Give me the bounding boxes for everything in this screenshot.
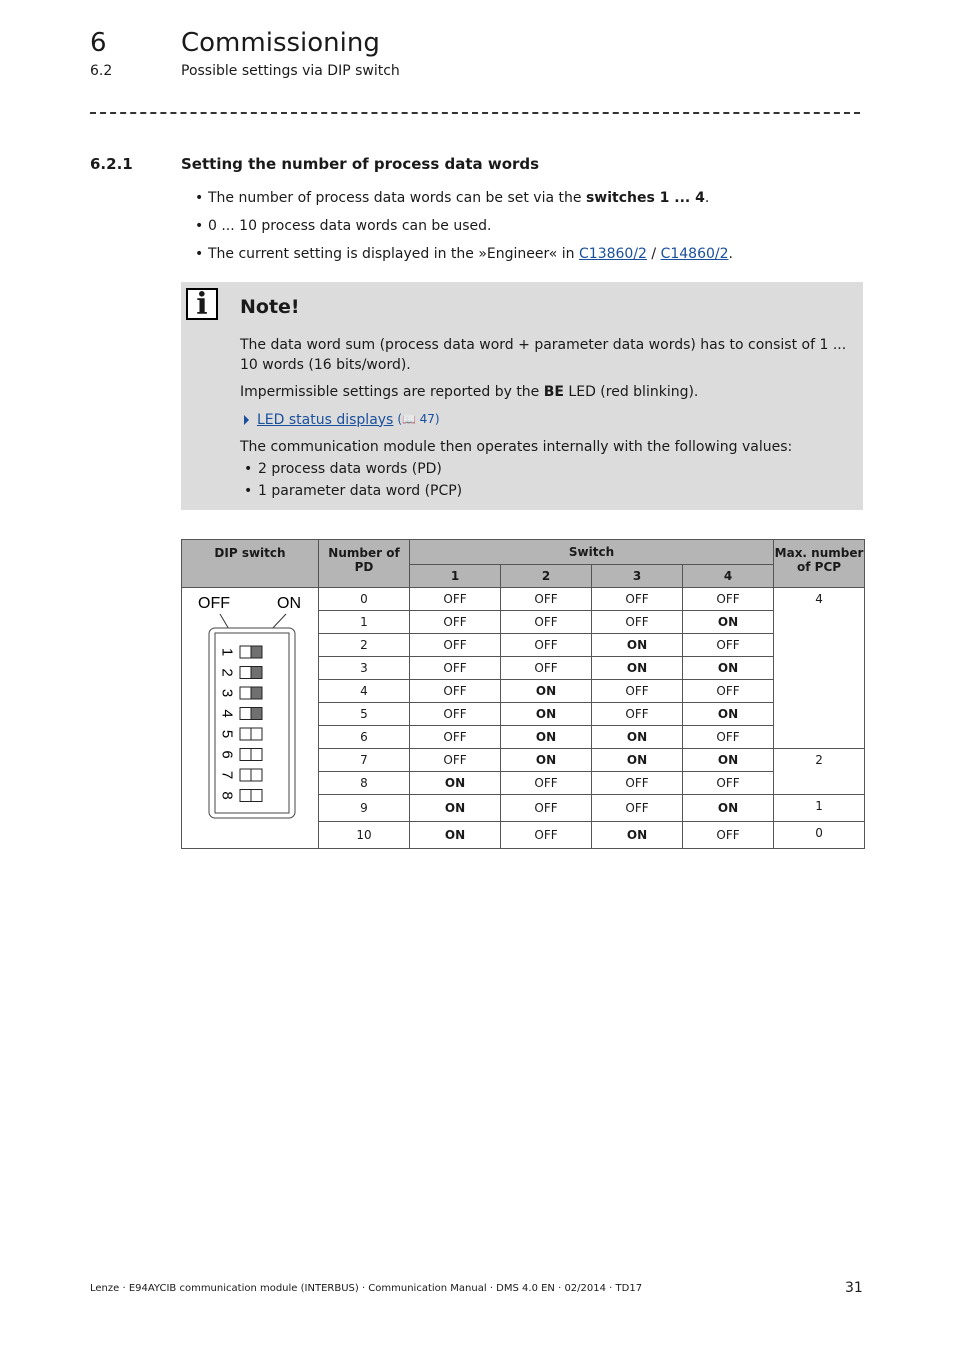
- bullet-item: [195, 218, 855, 246]
- cell-switch-3: OFF: [592, 680, 683, 703]
- cell-switch-3: ON: [592, 822, 683, 849]
- switch-off-side: [240, 769, 251, 781]
- cell-switch-1: ON: [410, 772, 501, 795]
- cell-switch-1: OFF: [410, 680, 501, 703]
- cell-max-pcp: 2: [774, 749, 865, 795]
- switch-on-side: [251, 687, 262, 699]
- section-title: Possible settings via DIP switch: [181, 63, 400, 79]
- cell-switch-4: ON: [683, 749, 774, 772]
- cell-number-of-pd: 7: [319, 749, 410, 772]
- note-text: LED (red blinking).: [563, 384, 699, 400]
- switch-off-side: [240, 728, 251, 740]
- table-row: [182, 588, 865, 611]
- cell-switch-1: ON: [410, 795, 501, 822]
- note-title: Note!: [240, 296, 300, 318]
- footer-text: Lenze · E94AYCIB communication module (INTERBUS) · Communication Manual · DMS 4.0 EN · 02/2014 · TD17: [90, 1283, 643, 1294]
- header-switch-col: 2: [501, 565, 592, 588]
- header-max-pcp: Max. number of PCP: [774, 540, 865, 588]
- cell-switch-1: OFF: [410, 703, 501, 726]
- switch-off-side: [240, 687, 251, 699]
- cell-switch-1: OFF: [410, 726, 501, 749]
- header-switch-col: 1: [410, 565, 501, 588]
- cell-switch-2: ON: [501, 749, 592, 772]
- note-paragraph: The communication module then operates internally with the following values:: [240, 439, 793, 455]
- switch-off-side: [240, 646, 251, 658]
- chapter-title: Commissioning: [181, 28, 380, 58]
- switch-number: 8: [218, 791, 236, 800]
- cell-switch-3: ON: [592, 726, 683, 749]
- dip-switch-graphic: [182, 588, 318, 828]
- dip-switch-graphic-cell: [182, 588, 319, 849]
- header-dip-switch: DIP switch: [182, 540, 319, 588]
- bullet-end: .: [704, 190, 710, 206]
- cell-switch-4: OFF: [683, 772, 774, 795]
- code-link-c14860[interactable]: C14860/2: [660, 246, 729, 262]
- cell-switch-4: OFF: [683, 680, 774, 703]
- switch-on-side: [251, 667, 262, 679]
- on-label: ON: [277, 595, 301, 612]
- page-number: 31: [845, 1280, 863, 1296]
- cell-switch-1: OFF: [410, 657, 501, 680]
- cell-switch-1: OFF: [410, 634, 501, 657]
- cell-switch-1: OFF: [410, 749, 501, 772]
- cell-switch-4: OFF: [683, 634, 774, 657]
- code-link-c13860[interactable]: C13860/2: [579, 246, 647, 262]
- header-switch-col: 4: [683, 565, 774, 588]
- bullet-item: [195, 190, 855, 218]
- cell-switch-3: OFF: [592, 795, 683, 822]
- chapter-number: 6: [90, 28, 107, 58]
- cell-switch-3: OFF: [592, 703, 683, 726]
- cell-number-of-pd: 10: [319, 822, 410, 849]
- cell-number-of-pd: 4: [319, 680, 410, 703]
- arrow-right-icon: [244, 415, 249, 425]
- switch-number: 2: [218, 668, 236, 677]
- page-reference[interactable]: [397, 409, 439, 430]
- switch-on-side: [251, 769, 262, 781]
- switch-on-side: [251, 790, 262, 802]
- cell-switch-1: ON: [410, 822, 501, 849]
- cell-switch-2: ON: [501, 726, 592, 749]
- cell-max-pcp: 1: [774, 795, 865, 822]
- cell-switch-4: OFF: [683, 588, 774, 611]
- bullet-list: [195, 190, 855, 274]
- cell-number-of-pd: 6: [319, 726, 410, 749]
- cell-switch-2: OFF: [501, 588, 592, 611]
- switch-number: 3: [218, 688, 236, 698]
- cell-switch-4: OFF: [683, 822, 774, 849]
- cell-switch-3: OFF: [592, 772, 683, 795]
- subsection-title: Setting the number of process data words: [181, 155, 540, 173]
- switch-number: 5: [218, 729, 236, 739]
- cell-switch-3: ON: [592, 634, 683, 657]
- bullet-end: .: [728, 246, 733, 262]
- cell-switch-2: ON: [501, 680, 592, 703]
- switch-on-side: [251, 646, 262, 658]
- switch-off-side: [240, 749, 251, 761]
- link-separator: /: [646, 246, 661, 262]
- cell-switch-2: ON: [501, 703, 592, 726]
- switch-on-side: [251, 749, 262, 761]
- switch-number: 7: [218, 770, 236, 780]
- bullet-text: The current setting is displayed in the »Engineer« in: [208, 246, 580, 262]
- cell-number-of-pd: 9: [319, 795, 410, 822]
- table-body: [182, 588, 865, 849]
- info-icon: i: [186, 288, 218, 320]
- cell-max-pcp: 4: [774, 588, 865, 749]
- cell-switch-3: ON: [592, 657, 683, 680]
- book-icon: 📖: [402, 413, 416, 426]
- cell-switch-4: ON: [683, 611, 774, 634]
- switch-number: 1: [218, 647, 236, 657]
- bullet-item: [195, 246, 855, 274]
- note-text: Impermissible settings are reported by the: [240, 384, 544, 400]
- note-bold: BE: [543, 384, 564, 400]
- cell-switch-2: OFF: [501, 822, 592, 849]
- page-reference-open: (: [397, 412, 403, 426]
- note-paragraph: [240, 382, 850, 402]
- switch-off-side: [240, 667, 251, 679]
- cell-number-of-pd: 5: [319, 703, 410, 726]
- dip-switch-table: [181, 539, 865, 849]
- header-number-of-pd: Number of PD: [319, 540, 410, 588]
- led-status-link[interactable]: LED status displays: [257, 411, 394, 428]
- cell-switch-1: OFF: [410, 611, 501, 634]
- switch-number: 4: [218, 709, 236, 718]
- note-paragraph: The data word sum (process data word + parameter data words) has to consist of 1 ... 10 words (16 bits/word).: [240, 337, 847, 373]
- switch-on-side: [251, 708, 262, 720]
- switch-on-side: [251, 728, 262, 740]
- cell-switch-2: OFF: [501, 611, 592, 634]
- header-divider: [90, 112, 860, 114]
- switch-number: 6: [218, 750, 236, 759]
- cell-number-of-pd: 3: [319, 657, 410, 680]
- cell-switch-3: OFF: [592, 611, 683, 634]
- cell-number-of-pd: 1: [319, 611, 410, 634]
- cell-switch-4: ON: [683, 657, 774, 680]
- cell-switch-1: OFF: [410, 588, 501, 611]
- cell-switch-3: OFF: [592, 588, 683, 611]
- bullet-text: 0 ... 10 process data words can be used.: [208, 218, 492, 234]
- bullet-bold: switches 1 ... 4: [585, 190, 705, 206]
- cell-switch-2: OFF: [501, 634, 592, 657]
- header-switch-col: 3: [592, 565, 683, 588]
- list-item: • 1 parameter data word (PCP): [240, 481, 850, 503]
- note-body: [240, 335, 850, 503]
- cell-switch-4: OFF: [683, 726, 774, 749]
- led-status-link-row: [244, 409, 850, 430]
- note-list: [240, 459, 850, 503]
- cell-number-of-pd: 8: [319, 772, 410, 795]
- cell-number-of-pd: 0: [319, 588, 410, 611]
- subsection-number: 6.2.1: [90, 155, 133, 173]
- section-number: 6.2: [90, 63, 113, 79]
- off-label: OFF: [198, 595, 230, 612]
- cell-switch-4: ON: [683, 795, 774, 822]
- list-item: • 2 process data words (PD): [240, 459, 850, 481]
- note-box: [181, 282, 863, 510]
- switch-off-side: [240, 790, 251, 802]
- page-reference-number: 47): [415, 412, 440, 426]
- cell-max-pcp: 0: [774, 822, 865, 849]
- cell-switch-2: OFF: [501, 657, 592, 680]
- header-switch: Switch: [410, 540, 774, 565]
- cell-switch-2: OFF: [501, 795, 592, 822]
- cell-switch-2: OFF: [501, 772, 592, 795]
- cell-switch-4: ON: [683, 703, 774, 726]
- cell-number-of-pd: 2: [319, 634, 410, 657]
- cell-switch-3: ON: [592, 749, 683, 772]
- bullet-text: The number of process data words can be set via the: [208, 190, 586, 206]
- switch-off-side: [240, 708, 251, 720]
